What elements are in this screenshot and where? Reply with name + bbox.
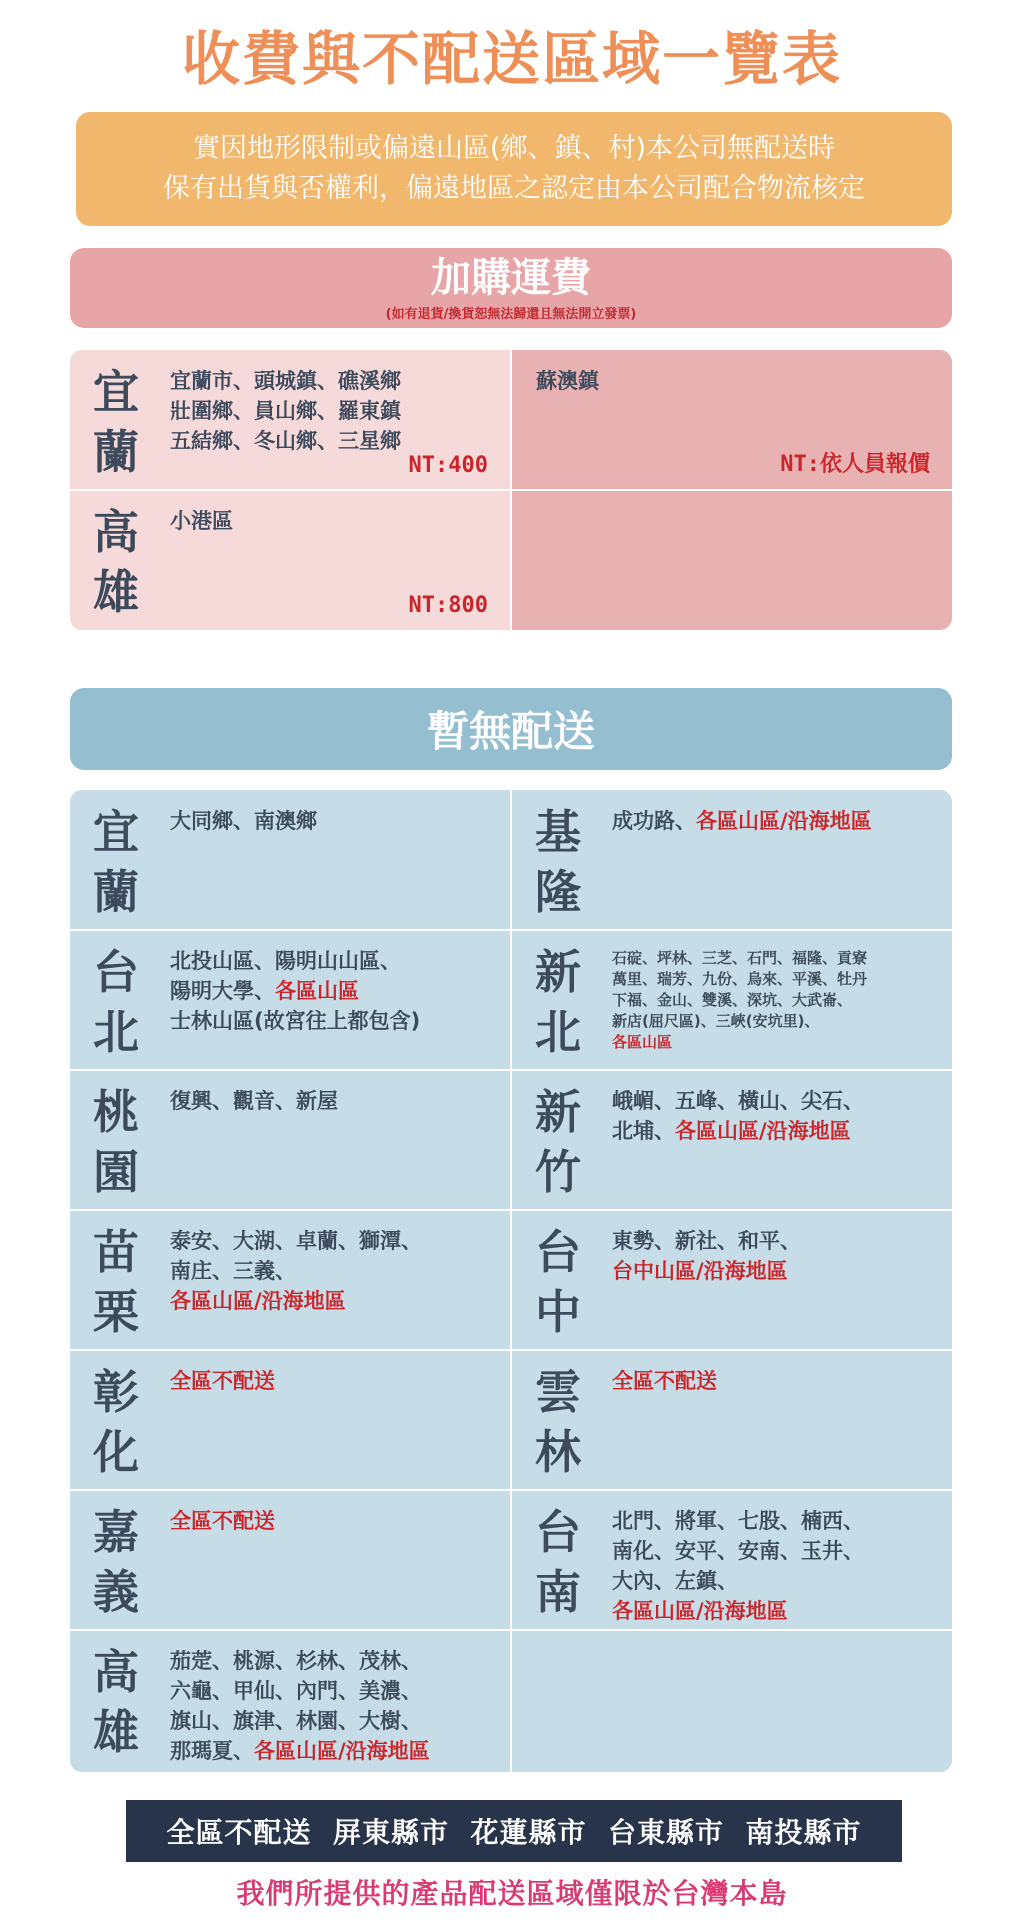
- fee-cell-kaohsiung: [70, 490, 510, 630]
- notice-line-1: 實因地形限制或偏遠山區(鄉、鎮、村)本公司無配送時: [192, 133, 836, 164]
- town-list: [170, 366, 500, 456]
- cell-kaohsiung: [70, 1630, 510, 1772]
- town-list: [170, 1646, 500, 1766]
- town-text: 那瑪夏、: [170, 1739, 254, 1763]
- region-label: 宜蘭: [93, 805, 139, 919]
- town-list: [170, 946, 500, 1036]
- highlight-text: 各區山區/沿海地區: [675, 1119, 851, 1143]
- town-line: 新店(屈尺區)、三峽(安坑里)、: [612, 1012, 820, 1030]
- fee-price: NT:依人員報價: [780, 452, 930, 477]
- highlight-text: 各區山區/沿海地區: [170, 1289, 346, 1313]
- extra-fee-subtitle: (如有退貨/換貨恕無法歸還且無法開立發票): [385, 306, 637, 322]
- fee-price: NT:800: [408, 593, 488, 618]
- cell-keelung: [512, 790, 952, 930]
- town-line: 旗山、旗津、林園、大樹、: [170, 1709, 422, 1733]
- fee-cell-yilan: [70, 350, 510, 490]
- cell-yilan: [70, 790, 510, 930]
- town-line: 壯圍鄉、員山鄉、羅東鎮: [170, 399, 401, 423]
- delivery-scope-note: 我們所提供的產品配送區域僅限於台灣本島: [236, 1877, 788, 1910]
- cell-new-taipei: [512, 930, 952, 1070]
- fee-price: NT:400: [408, 453, 488, 478]
- town-list: 蘇澳鎮: [536, 369, 599, 393]
- town-line: 南庄、三義、: [170, 1259, 296, 1283]
- extra-fee-table: [70, 350, 952, 630]
- town-list: [170, 1226, 500, 1316]
- fee-cell-suao: [512, 350, 952, 490]
- cell-taoyuan: [70, 1070, 510, 1210]
- town-line: [612, 1116, 942, 1146]
- highlight-text: 各區山區: [275, 979, 359, 1003]
- town-line: 六龜、甲仙、內門、美濃、: [170, 1679, 422, 1703]
- fee-cell-empty: [512, 490, 952, 630]
- cell-taipei: [70, 930, 510, 1070]
- town-line: 北投山區、陽明山山區、: [170, 949, 401, 973]
- cell-hsinchu: [512, 1070, 952, 1210]
- town-list: [612, 806, 942, 836]
- region-label: 高雄: [93, 505, 139, 619]
- extra-fee-title: 加購運費: [431, 254, 591, 301]
- extra-fee-banner: [70, 248, 952, 328]
- town-list: 復興、觀音、新屋: [170, 1089, 338, 1113]
- notice-line-2: 保有出貨與否權利，偏遠地區之認定由本公司配合物流核定: [163, 173, 865, 204]
- town-line: 大內、左鎮、: [612, 1569, 738, 1593]
- region-label: 台北: [93, 945, 139, 1059]
- page-title: 收費與不配送區域一覽表: [181, 25, 842, 93]
- highlight-text: 各區山區: [612, 1033, 673, 1051]
- no-delivery-banner: [70, 688, 952, 770]
- region-label: 宜蘭: [93, 365, 139, 479]
- town-line: 下福、金山、雙溪、深坑、大武崙、: [612, 991, 853, 1009]
- town-line: 宜蘭市、頭城鎮、礁溪鄉: [170, 369, 401, 393]
- town-text: 北埔、: [612, 1119, 675, 1143]
- no-delivery-counties-text: 全區不配送 屏東縣市 花蓮縣市 台東縣市 南投縣市: [166, 1816, 862, 1849]
- region-label: 彰化: [93, 1365, 139, 1479]
- town-line: 五結鄉、冬山鄉、三星鄉: [170, 429, 401, 453]
- highlight-text: 全區不配送: [170, 1509, 275, 1533]
- town-list: [612, 1086, 942, 1146]
- town-list: [612, 1506, 942, 1626]
- town-line: 東勢、新社、和平、: [612, 1229, 801, 1253]
- town-line: [170, 976, 500, 1006]
- region-label: 台中: [535, 1225, 581, 1339]
- town-text: 陽明大學、: [170, 979, 275, 1003]
- cell-empty: [512, 1630, 952, 1772]
- town-line: 南化、安平、安南、玉井、: [612, 1539, 864, 1563]
- town-line: 北門、將軍、七股、楠西、: [612, 1509, 864, 1533]
- highlight-text: 各區山區/沿海地區: [612, 1599, 788, 1623]
- region-label: 桃園: [93, 1085, 139, 1199]
- highlight-text: 全區不配送: [612, 1369, 717, 1393]
- cell-chiayi: [70, 1490, 510, 1630]
- cell-tainan: [512, 1490, 952, 1630]
- no-delivery-table: [70, 790, 952, 1772]
- town-list: [612, 948, 942, 1053]
- town-list: 大同鄉、南澳鄉: [170, 809, 317, 833]
- highlight-text: 全區不配送: [170, 1369, 275, 1393]
- town-list: 小港區: [170, 509, 233, 533]
- region-label: 新北: [535, 945, 581, 1059]
- highlight-text: 台中山區/沿海地區: [612, 1259, 788, 1283]
- notice-box: [76, 112, 952, 226]
- cell-miaoli: [70, 1210, 510, 1350]
- region-label: 台南: [535, 1505, 581, 1619]
- cell-yunlin: [512, 1350, 952, 1490]
- town-line: 泰安、大湖、卓蘭、獅潭、: [170, 1229, 422, 1253]
- region-label: 新竹: [535, 1085, 581, 1199]
- town-line: 峨嵋、五峰、橫山、尖石、: [612, 1089, 864, 1113]
- town-list: [612, 1226, 942, 1286]
- town-line: [170, 1736, 500, 1766]
- column-divider: [510, 350, 512, 630]
- town-line: 士林山區(故宮往上都包含): [170, 1009, 421, 1033]
- no-delivery-title: 暫無配送: [426, 707, 595, 756]
- cell-changhua: [70, 1350, 510, 1490]
- region-label: 苗栗: [93, 1225, 139, 1339]
- region-label: 雲林: [535, 1365, 581, 1479]
- region-label: 高雄: [93, 1645, 139, 1759]
- town-line: 石碇、坪林、三芝、石門、福隆、貢寮: [612, 949, 868, 967]
- cell-taichung: [512, 1210, 952, 1350]
- town-line: 茄萣、桃源、杉林、茂林、: [170, 1649, 422, 1673]
- region-label: 基隆: [535, 805, 581, 919]
- no-delivery-counties-bar: [126, 1800, 902, 1862]
- town-text: 成功路、: [612, 809, 696, 833]
- highlight-text: 各區山區/沿海地區: [696, 809, 872, 833]
- region-label: 嘉義: [93, 1505, 139, 1619]
- highlight-text: 各區山區/沿海地區: [254, 1739, 430, 1763]
- town-line: 萬里、瑞芳、九份、烏來、平溪、牡丹: [612, 970, 868, 988]
- column-divider: [510, 790, 512, 1772]
